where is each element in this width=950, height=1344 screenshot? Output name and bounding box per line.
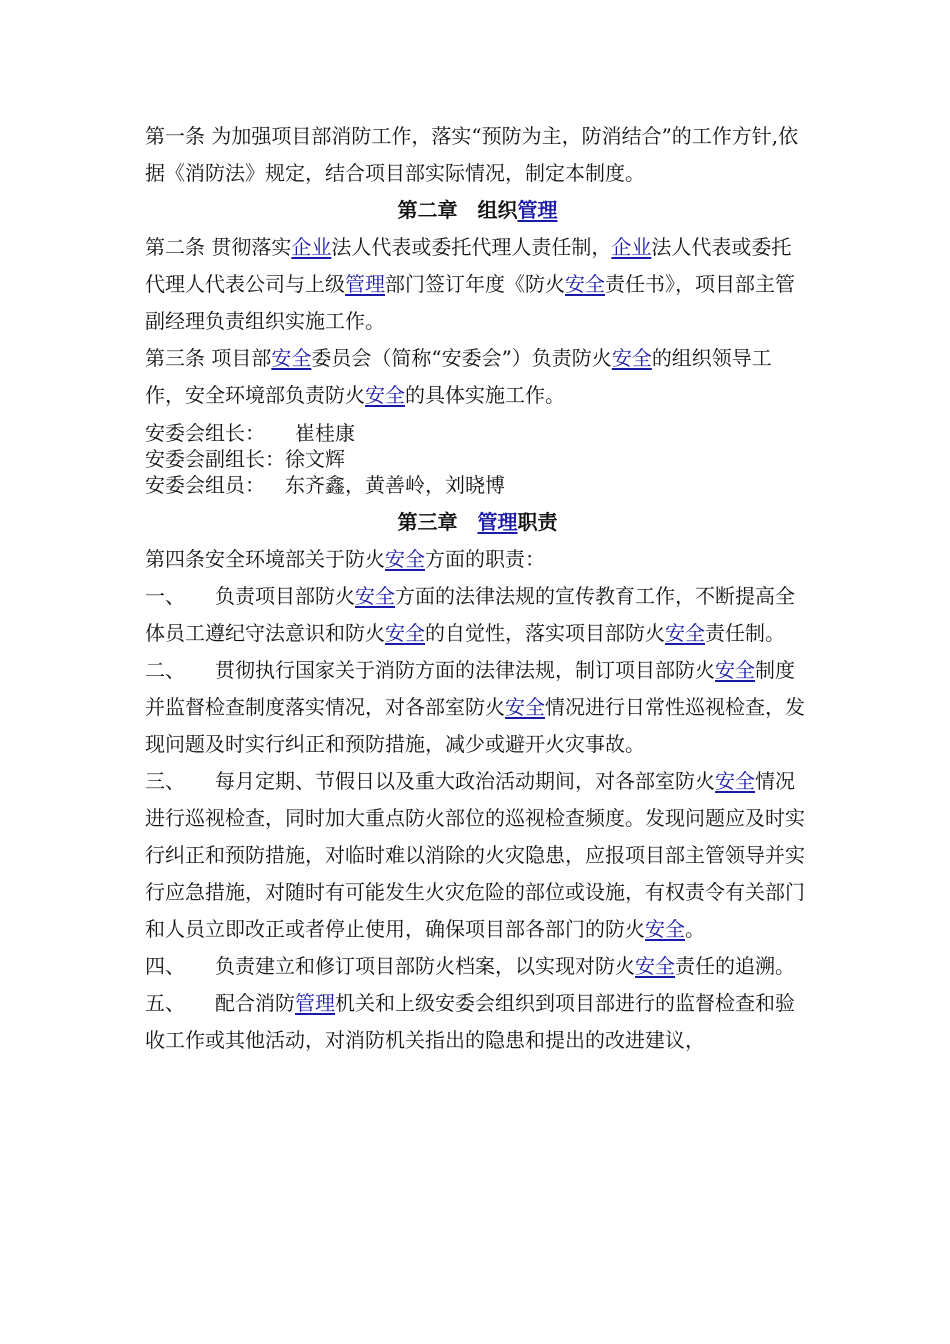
link-guanli[interactable]: 管理 [345,272,385,296]
link-anquan[interactable]: 安全 [365,383,405,407]
roster-vice-leader [145,446,810,472]
item-number: 三、 [145,769,185,793]
article-2-text: 责任书》，项目部主管副经理负责组织实施工作。 [145,272,795,333]
item-text: 情况进行巡视检查，同时加大重点防火部位的巡视检查频度。发现问题应及时实行纠正和预防措施，对临时难以消除的火灾隐患，应报项目部主管领导并实行应急措施，对随时有可能发生火灾危险的部位或设施，有权责令有关部门和人员立即改正或者停止使用，确保项目部各部门的防火 [145,769,805,941]
roster-name: 徐文辉 [285,447,345,471]
chapter-3-number: 第三章 [397,510,458,534]
item-text: 制度并监督检查制度落实情况，对各部室防火 [145,658,795,719]
link-anquan[interactable]: 安全 [715,658,755,682]
article-4-text: 第四条安全环境部关于防火 [145,547,385,571]
item-text: 负责项目部防火 [215,584,355,608]
link-guanli[interactable]: 管理 [477,510,518,534]
duty-item-2 [145,652,810,763]
link-anquan[interactable]: 安全 [355,584,395,608]
item-text: 负责建立和修订项目部防火档案，以实现对防火 [215,954,635,978]
item-text: 情况进行日常性巡视检查，发现问题及时实行纠正和预防措施，减少或避开火灾事故。 [145,695,805,756]
roster-leader [145,420,810,446]
chapter-2-title: 组织 [477,198,518,222]
duty-item-4 [145,948,810,985]
roster-members [145,472,810,498]
link-guanli[interactable]: 管理 [517,198,558,222]
item-text: 。 [685,917,705,941]
item-text: 配合消防 [215,991,295,1015]
item-text: 责任的追溯。 [675,954,795,978]
link-anquan[interactable]: 安全 [715,769,755,793]
chapter-3-title: 职责 [517,510,558,534]
item-text: 责任制。 [705,621,785,645]
chapter-2-heading [145,192,810,229]
article-4-text: 方面的职责： [425,547,545,571]
link-anquan[interactable]: 安全 [635,954,675,978]
item-text: 的自觉性，落实项目部防火 [425,621,665,645]
link-qiye[interactable]: 企业 [291,235,332,259]
article-3-text: 的组织领导工作，安全环境部负责防火 [145,346,772,407]
article-4 [145,541,810,578]
item-number: 四、 [145,954,185,978]
link-anquan[interactable]: 安全 [505,695,545,719]
item-number: 五、 [145,991,185,1015]
link-anquan[interactable]: 安全 [611,346,652,370]
item-text: 机关和上级安委会组织到项目部进行的监督检查和验收工作或其他活动，对消防机关指出的隐患和提出的改进建议， [145,991,795,1052]
article-2-text: 第二条 贯彻落实 [145,235,292,259]
roster-label: 安委会组员： [145,473,265,497]
item-text: 每月定期、节假日以及重大政治活动期间，对各部室防火 [215,769,715,793]
link-anquan[interactable]: 安全 [271,346,312,370]
roster-label: 安委会副组长： [145,447,285,471]
link-qiye[interactable]: 企业 [611,235,652,259]
roster-label: 安委会组长： [145,421,265,445]
link-anquan[interactable]: 安全 [665,621,705,645]
duty-item-3 [145,763,810,948]
article-3 [145,340,810,414]
article-2 [145,229,810,340]
article-1 [145,118,810,192]
article-2-text: 部门签订年度《防火 [385,272,565,296]
document-page [145,118,810,1059]
chapter-2-number: 第二章 [397,198,458,222]
link-anquan[interactable]: 安全 [645,917,685,941]
link-guanli[interactable]: 管理 [295,991,335,1015]
item-text: 贯彻执行国家关于消防方面的法律法规，制订项目部防火 [215,658,715,682]
item-text: 方面的法律法规的宣传教育工作，不断提高全体员工遵纪守法意识和防火 [145,584,795,645]
link-anquan[interactable]: 安全 [385,547,425,571]
committee-roster [145,420,810,498]
link-anquan[interactable]: 安全 [385,621,425,645]
chapter-3-heading [145,504,810,541]
duty-item-1 [145,578,810,652]
article-1-text: 第一条 为加强项目部消防工作，落实“预防为主，防消结合”的工作方针,依据《消防法》规定，结合项目部实际情况，制定本制度。 [145,124,799,185]
roster-name: 东齐鑫，黄善岭，刘晓博 [285,473,505,497]
duty-item-5 [145,985,810,1059]
article-2-text: 法人代表或委托代理人代表公司与上级 [145,235,792,296]
article-3-text: 第三条 项目部 [145,346,272,370]
item-number: 二、 [145,658,185,682]
article-3-text: 委员会（简称“安委会”）负责防火 [311,346,612,370]
article-2-text: 法人代表或委托代理人责任制， [331,235,612,259]
article-3-text: 的具体实施工作。 [405,383,565,407]
link-anquan[interactable]: 安全 [565,272,605,296]
roster-name: 崔桂康 [295,421,355,445]
item-number: 一、 [145,584,185,608]
